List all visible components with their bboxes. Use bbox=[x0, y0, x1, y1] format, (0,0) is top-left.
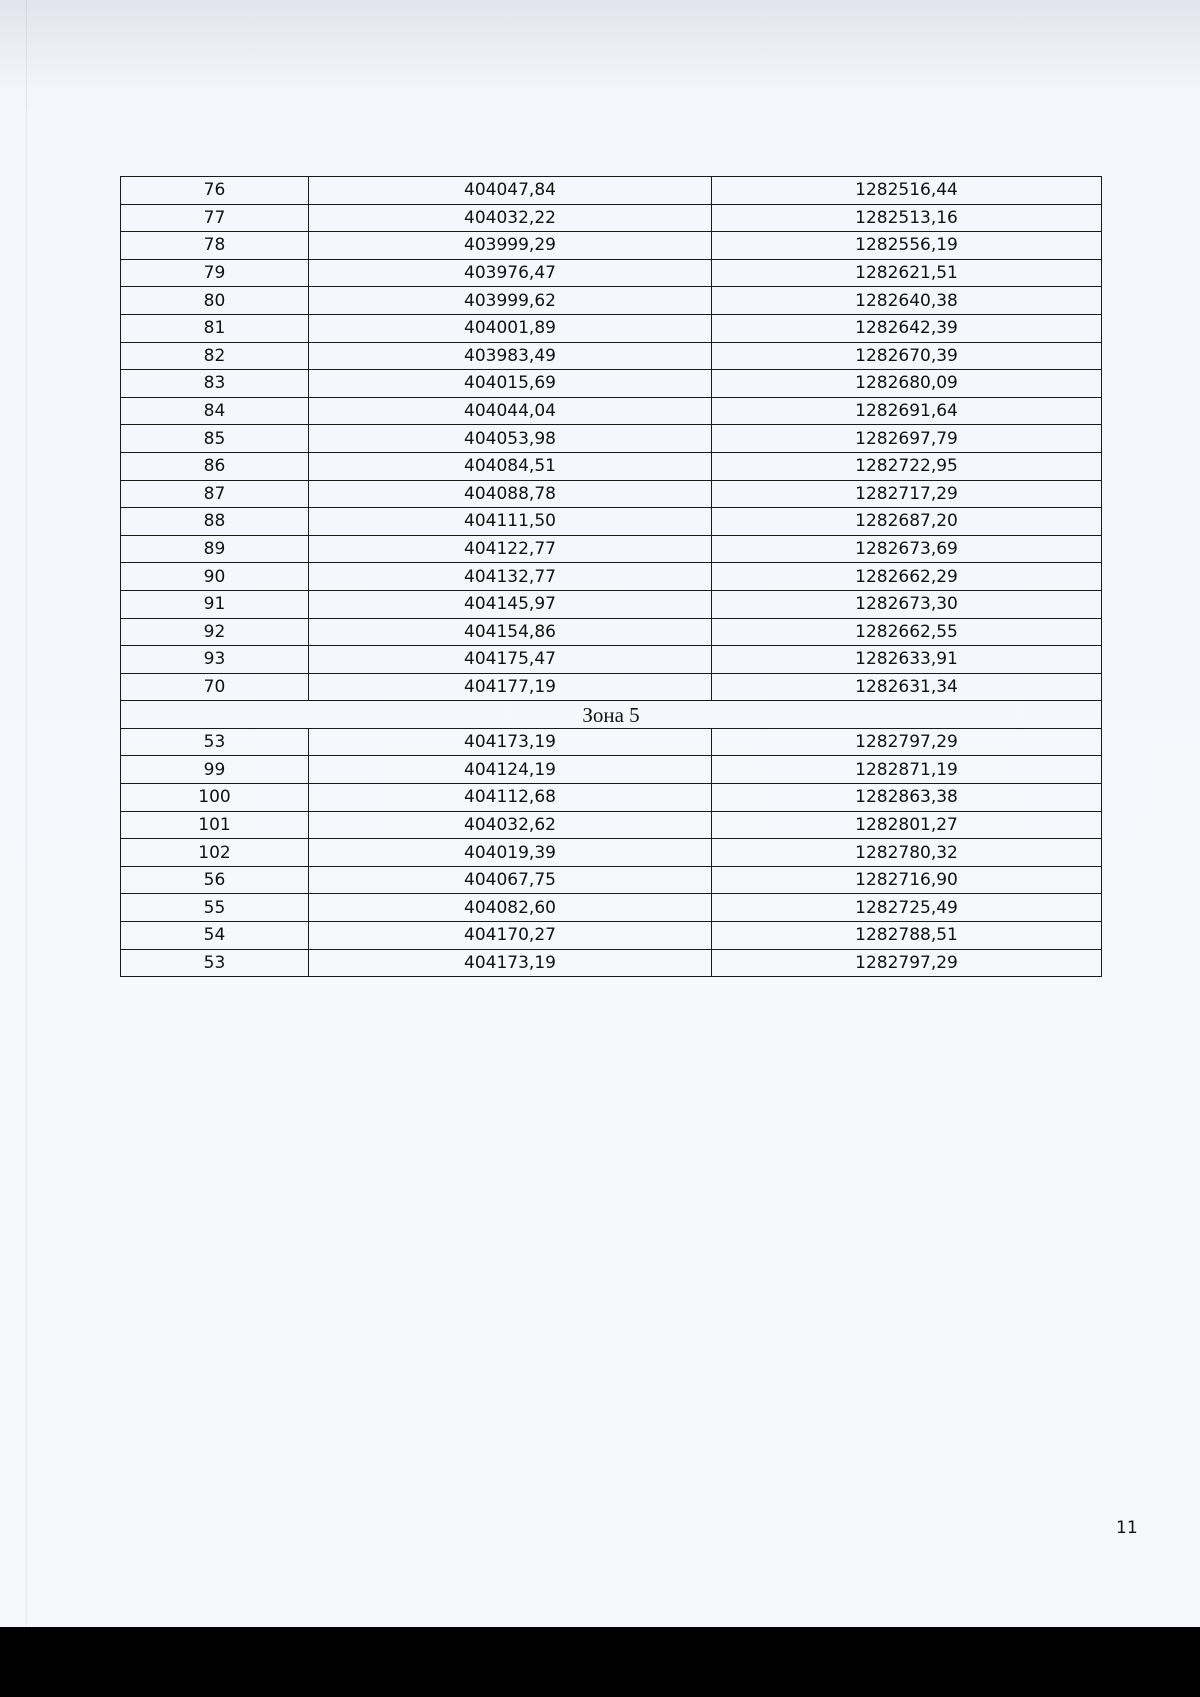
point-number-cell: 87 bbox=[121, 480, 309, 508]
y-coordinate-cell: 1282640,38 bbox=[712, 287, 1102, 315]
table-row bbox=[121, 784, 1102, 812]
y-coordinate-cell: 1282697,79 bbox=[712, 425, 1102, 453]
x-coordinate-cell: 404019,39 bbox=[309, 839, 712, 867]
table-row bbox=[121, 370, 1102, 398]
zone-title: Зона 5 bbox=[121, 701, 1102, 729]
point-number-cell: 55 bbox=[121, 894, 309, 922]
table-row bbox=[121, 425, 1102, 453]
y-coordinate-cell: 1282801,27 bbox=[712, 811, 1102, 839]
point-number-cell: 76 bbox=[121, 177, 309, 205]
x-coordinate-cell: 404032,22 bbox=[309, 204, 712, 232]
y-coordinate-cell: 1282687,20 bbox=[712, 508, 1102, 536]
x-coordinate-cell: 404084,51 bbox=[309, 452, 712, 480]
x-coordinate-cell: 404111,50 bbox=[309, 508, 712, 536]
y-coordinate-cell: 1282642,39 bbox=[712, 314, 1102, 342]
point-number-cell: 86 bbox=[121, 452, 309, 480]
scan-shadow bbox=[0, 0, 1200, 90]
y-coordinate-cell: 1282717,29 bbox=[712, 480, 1102, 508]
y-coordinate-cell: 1282516,44 bbox=[712, 177, 1102, 205]
point-number-cell: 53 bbox=[121, 728, 309, 756]
y-coordinate-cell: 1282863,38 bbox=[712, 784, 1102, 812]
table-row bbox=[121, 839, 1102, 867]
x-coordinate-cell: 404177,19 bbox=[309, 673, 712, 701]
point-number-cell: 102 bbox=[121, 839, 309, 867]
table-row bbox=[121, 535, 1102, 563]
x-coordinate-cell: 404154,86 bbox=[309, 618, 712, 646]
x-coordinate-cell: 404047,84 bbox=[309, 177, 712, 205]
point-number-cell: 85 bbox=[121, 425, 309, 453]
y-coordinate-cell: 1282871,19 bbox=[712, 756, 1102, 784]
point-number-cell: 93 bbox=[121, 646, 309, 674]
x-coordinate-cell: 403999,29 bbox=[309, 232, 712, 260]
table-row bbox=[121, 452, 1102, 480]
y-coordinate-cell: 1282670,39 bbox=[712, 342, 1102, 370]
table-row bbox=[121, 508, 1102, 536]
table-row bbox=[121, 646, 1102, 674]
y-coordinate-cell: 1282780,32 bbox=[712, 839, 1102, 867]
x-coordinate-cell: 404053,98 bbox=[309, 425, 712, 453]
x-coordinate-cell: 404067,75 bbox=[309, 866, 712, 894]
point-number-cell: 56 bbox=[121, 866, 309, 894]
point-number-cell: 83 bbox=[121, 370, 309, 398]
y-coordinate-cell: 1282788,51 bbox=[712, 922, 1102, 950]
point-number-cell: 90 bbox=[121, 563, 309, 591]
point-number-cell: 79 bbox=[121, 259, 309, 287]
y-coordinate-cell: 1282673,69 bbox=[712, 535, 1102, 563]
point-number-cell: 92 bbox=[121, 618, 309, 646]
table-row bbox=[121, 177, 1102, 205]
x-coordinate-cell: 404173,19 bbox=[309, 949, 712, 977]
point-number-cell: 84 bbox=[121, 397, 309, 425]
x-coordinate-cell: 404015,69 bbox=[309, 370, 712, 398]
point-number-cell: 77 bbox=[121, 204, 309, 232]
coordinates-table-body bbox=[121, 177, 1102, 977]
y-coordinate-cell: 1282680,09 bbox=[712, 370, 1102, 398]
y-coordinate-cell: 1282716,90 bbox=[712, 866, 1102, 894]
y-coordinate-cell: 1282691,64 bbox=[712, 397, 1102, 425]
x-coordinate-cell: 403976,47 bbox=[309, 259, 712, 287]
point-number-cell: 82 bbox=[121, 342, 309, 370]
y-coordinate-cell: 1282662,55 bbox=[712, 618, 1102, 646]
table-row bbox=[121, 259, 1102, 287]
x-coordinate-cell: 404173,19 bbox=[309, 728, 712, 756]
y-coordinate-cell: 1282797,29 bbox=[712, 728, 1102, 756]
table-row bbox=[121, 397, 1102, 425]
y-coordinate-cell: 1282725,49 bbox=[712, 894, 1102, 922]
page-edge-line bbox=[26, 0, 27, 1627]
table-row bbox=[121, 618, 1102, 646]
x-coordinate-cell: 404082,60 bbox=[309, 894, 712, 922]
y-coordinate-cell: 1282631,34 bbox=[712, 673, 1102, 701]
y-coordinate-cell: 1282662,29 bbox=[712, 563, 1102, 591]
scan-bottom-border bbox=[0, 1627, 1200, 1697]
table-row bbox=[121, 922, 1102, 950]
point-number-cell: 70 bbox=[121, 673, 309, 701]
point-number-cell: 99 bbox=[121, 756, 309, 784]
table-row bbox=[121, 314, 1102, 342]
page-number: 11 bbox=[1116, 1518, 1138, 1538]
zone-header-row bbox=[121, 701, 1102, 729]
table-row bbox=[121, 756, 1102, 784]
point-number-cell: 100 bbox=[121, 784, 309, 812]
x-coordinate-cell: 404124,19 bbox=[309, 756, 712, 784]
point-number-cell: 80 bbox=[121, 287, 309, 315]
y-coordinate-cell: 1282673,30 bbox=[712, 590, 1102, 618]
point-number-cell: 89 bbox=[121, 535, 309, 563]
point-number-cell: 78 bbox=[121, 232, 309, 260]
table-row bbox=[121, 204, 1102, 232]
table-row bbox=[121, 894, 1102, 922]
point-number-cell: 88 bbox=[121, 508, 309, 536]
x-coordinate-cell: 404132,77 bbox=[309, 563, 712, 591]
table-row bbox=[121, 563, 1102, 591]
table-row bbox=[121, 949, 1102, 977]
point-number-cell: 53 bbox=[121, 949, 309, 977]
point-number-cell: 91 bbox=[121, 590, 309, 618]
x-coordinate-cell: 404145,97 bbox=[309, 590, 712, 618]
table-row bbox=[121, 728, 1102, 756]
table-row bbox=[121, 287, 1102, 315]
x-coordinate-cell: 404088,78 bbox=[309, 480, 712, 508]
table-row bbox=[121, 673, 1102, 701]
x-coordinate-cell: 403983,49 bbox=[309, 342, 712, 370]
y-coordinate-cell: 1282513,16 bbox=[712, 204, 1102, 232]
table-row bbox=[121, 232, 1102, 260]
point-number-cell: 81 bbox=[121, 314, 309, 342]
y-coordinate-cell: 1282797,29 bbox=[712, 949, 1102, 977]
x-coordinate-cell: 404170,27 bbox=[309, 922, 712, 950]
x-coordinate-cell: 404001,89 bbox=[309, 314, 712, 342]
point-number-cell: 101 bbox=[121, 811, 309, 839]
x-coordinate-cell: 404032,62 bbox=[309, 811, 712, 839]
table-row bbox=[121, 480, 1102, 508]
table-row bbox=[121, 590, 1102, 618]
point-number-cell: 54 bbox=[121, 922, 309, 950]
table-row bbox=[121, 811, 1102, 839]
x-coordinate-cell: 404044,04 bbox=[309, 397, 712, 425]
table-row bbox=[121, 866, 1102, 894]
x-coordinate-cell: 404122,77 bbox=[309, 535, 712, 563]
y-coordinate-cell: 1282722,95 bbox=[712, 452, 1102, 480]
y-coordinate-cell: 1282633,91 bbox=[712, 646, 1102, 674]
coordinates-table bbox=[120, 176, 1102, 977]
x-coordinate-cell: 404112,68 bbox=[309, 784, 712, 812]
table-row bbox=[121, 342, 1102, 370]
y-coordinate-cell: 1282556,19 bbox=[712, 232, 1102, 260]
y-coordinate-cell: 1282621,51 bbox=[712, 259, 1102, 287]
x-coordinate-cell: 403999,62 bbox=[309, 287, 712, 315]
x-coordinate-cell: 404175,47 bbox=[309, 646, 712, 674]
